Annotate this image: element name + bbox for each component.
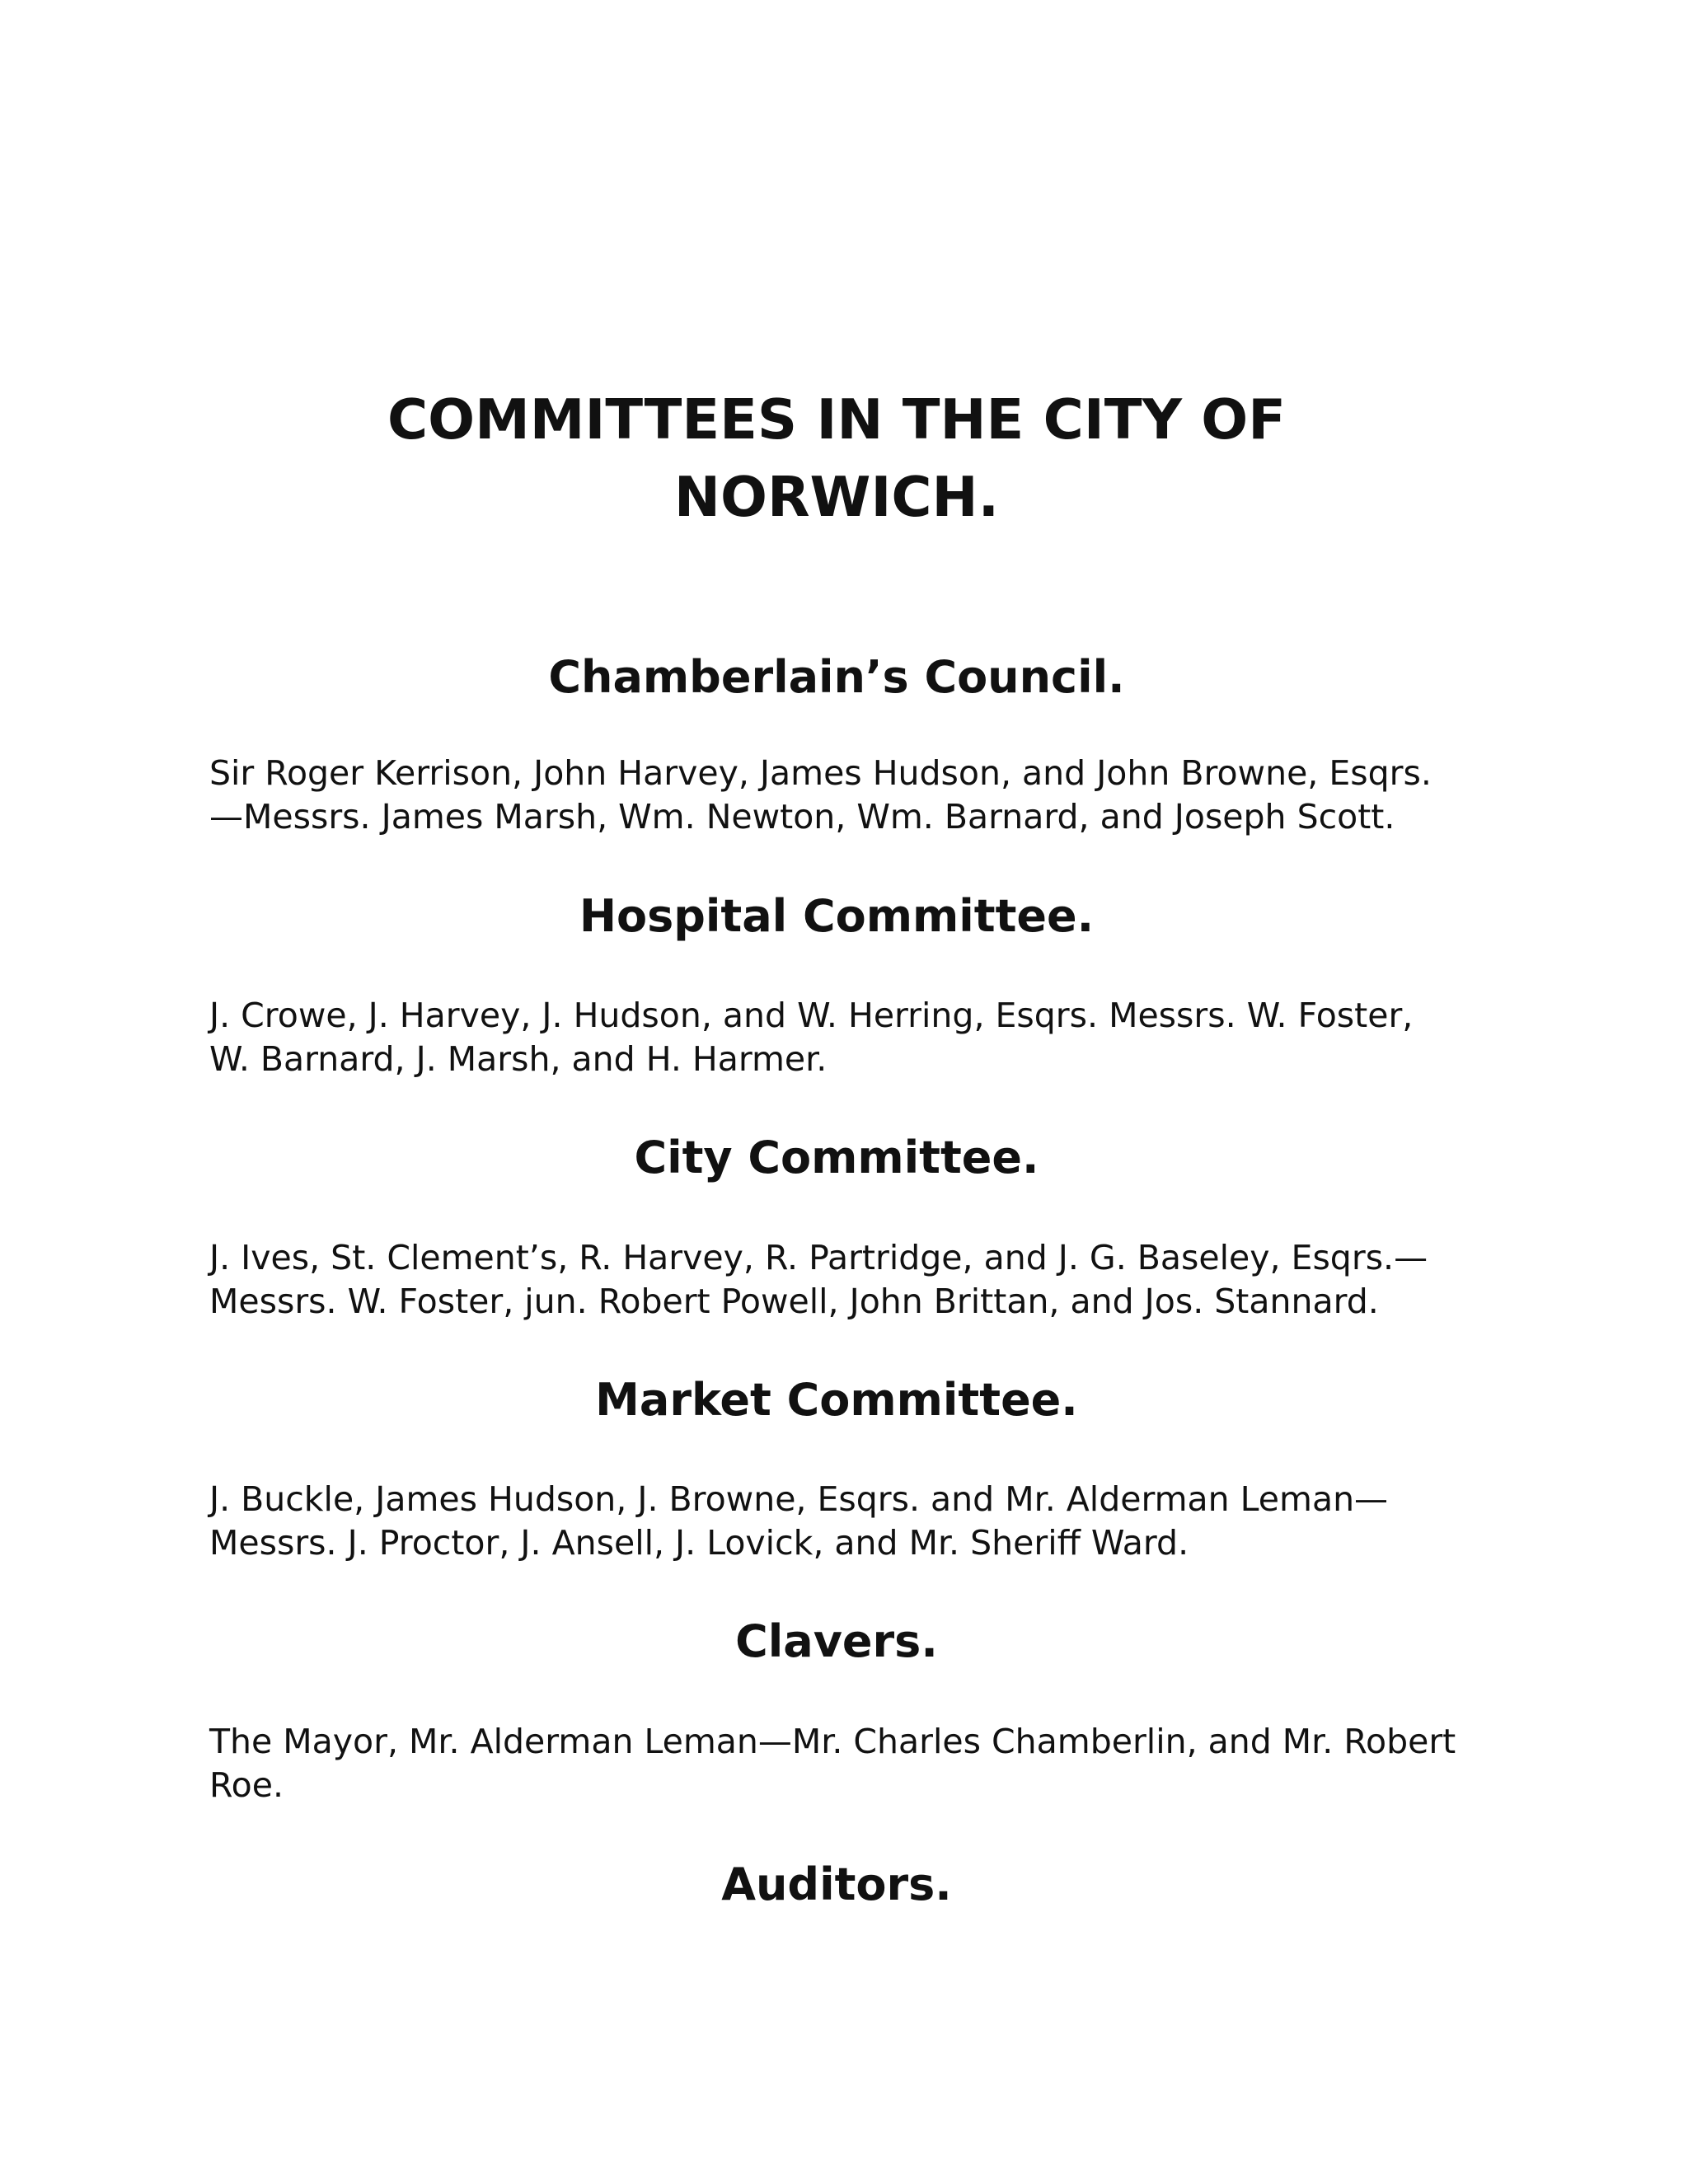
section-text-clavers: The Mayor, Mr. Alderman Leman—Mr. Charles Chamberlin, and Mr. Robert Roe.	[209, 1722, 1456, 1805]
page-title: COMMITTEES IN THE CITY OF NORWICH.	[387, 387, 1287, 529]
section-text-market-committee: J. Buckle, James Hudson, J. Browne, Esqrs. and Mr. Alderman Leman—Messrs. J. Proctor, J. Ansell, J. Lovick, and Mr. Sheriff Ward.	[209, 1479, 1389, 1563]
section-heading-auditors: Auditors.	[721, 1858, 952, 1910]
section-text-city-committee: J. Ives, St. Clement’s, R. Harvey, R. Partridge, and J. G. Baseley, Esqrs.—Messrs. W. Foster, jun. Robert Powell, John Brittan, and Jos. Stannard.	[209, 1238, 1428, 1321]
section-text-chamberlains-council: Sir Roger Kerrison, John Harvey, James Hudson, and John Browne, Esqrs.—Messrs. James Marsh, Wm. Newton, Wm. Barnard, and Joseph Scott.	[209, 753, 1432, 837]
section-heading-clavers: Clavers.	[735, 1615, 938, 1667]
section-heading-hospital-committee: Hospital Committee.	[579, 890, 1095, 942]
section-heading-chamberlains-council: Chamberlain’s Council.	[548, 651, 1125, 703]
section-heading-city-committee: City Committee.	[634, 1132, 1039, 1183]
section-text-hospital-committee: J. Crowe, J. Harvey, J. Hudson, and W. Herring, Esqrs. Messrs. W. Foster, W. Barnard, J. Marsh, and H. Harmer.	[209, 996, 1414, 1079]
section-heading-market-committee: Market Committee.	[595, 1374, 1078, 1426]
